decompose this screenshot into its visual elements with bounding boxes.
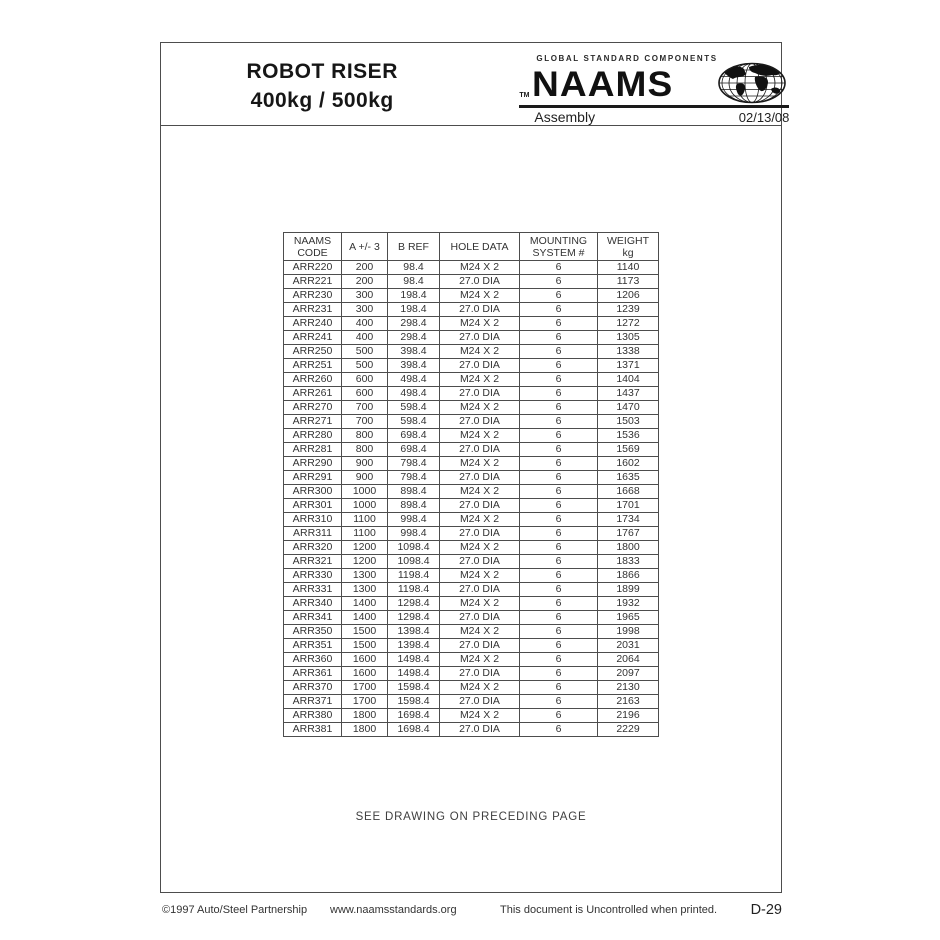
- table-cell: 1899: [598, 583, 659, 597]
- table-cell: 6: [520, 289, 598, 303]
- table-cell: 27.0 DIA: [440, 695, 520, 709]
- table-cell: 1437: [598, 387, 659, 401]
- table-cell: M24 X 2: [440, 457, 520, 471]
- table-cell: 600: [342, 387, 388, 401]
- naams-logo-block: [483, 43, 790, 125]
- table-cell: 6: [520, 303, 598, 317]
- table-cell: 698.4: [388, 443, 440, 457]
- table-cell: 1100: [342, 527, 388, 541]
- table-cell: 1600: [342, 667, 388, 681]
- table-row: [284, 429, 659, 443]
- table-cell: 6: [520, 555, 598, 569]
- column-header: MOUNTING SYSTEM #: [520, 233, 598, 261]
- table-cell: ARR340: [284, 597, 342, 611]
- table-cell: 800: [342, 429, 388, 443]
- table-cell: 1140: [598, 261, 659, 275]
- table-cell: 1998: [598, 625, 659, 639]
- table-cell: 1000: [342, 485, 388, 499]
- table-row: [284, 639, 659, 653]
- table-cell: 6: [520, 331, 598, 345]
- table-cell: ARR370: [284, 681, 342, 695]
- table-cell: 2163: [598, 695, 659, 709]
- table-cell: 1300: [342, 583, 388, 597]
- column-header: A +/- 3: [342, 233, 388, 261]
- table-cell: 1698.4: [388, 709, 440, 723]
- table-cell: M24 X 2: [440, 429, 520, 443]
- table-cell: 298.4: [388, 331, 440, 345]
- table-cell: 1866: [598, 569, 659, 583]
- table-cell: 1206: [598, 289, 659, 303]
- table-cell: M24 X 2: [440, 625, 520, 639]
- table-cell: 6: [520, 457, 598, 471]
- table-cell: 27.0 DIA: [440, 443, 520, 457]
- table-cell: ARR321: [284, 555, 342, 569]
- table-row: [284, 653, 659, 667]
- table-cell: ARR311: [284, 527, 342, 541]
- table-cell: 1404: [598, 373, 659, 387]
- spec-table-container: [283, 232, 659, 737]
- table-row: [284, 569, 659, 583]
- table-cell: 27.0 DIA: [440, 611, 520, 625]
- table-cell: 6: [520, 625, 598, 639]
- table-cell: ARR300: [284, 485, 342, 499]
- table-cell: 1400: [342, 611, 388, 625]
- table-cell: M24 X 2: [440, 513, 520, 527]
- table-cell: 27.0 DIA: [440, 667, 520, 681]
- table-cell: 6: [520, 499, 598, 513]
- table-row: [284, 261, 659, 275]
- table-cell: 1701: [598, 499, 659, 513]
- table-cell: 1000: [342, 499, 388, 513]
- table-cell: 598.4: [388, 415, 440, 429]
- table-cell: 6: [520, 681, 598, 695]
- table-row: [284, 625, 659, 639]
- table-cell: 6: [520, 597, 598, 611]
- table-row: [284, 527, 659, 541]
- title-line-1: ROBOT RISER: [246, 60, 398, 83]
- table-cell: 27.0 DIA: [440, 639, 520, 653]
- table-cell: 1239: [598, 303, 659, 317]
- table-cell: 1200: [342, 541, 388, 555]
- table-row: [284, 457, 659, 471]
- table-cell: ARR330: [284, 569, 342, 583]
- table-cell: 27.0 DIA: [440, 303, 520, 317]
- table-cell: ARR231: [284, 303, 342, 317]
- table-cell: 198.4: [388, 303, 440, 317]
- table-cell: 1300: [342, 569, 388, 583]
- logo-meta-row: [534, 109, 789, 125]
- table-cell: 1200: [342, 555, 388, 569]
- table-cell: 1305: [598, 331, 659, 345]
- column-header: WEIGHT kg: [598, 233, 659, 261]
- table-cell: 1668: [598, 485, 659, 499]
- table-cell: 1800: [342, 723, 388, 737]
- table-cell: ARR371: [284, 695, 342, 709]
- table-cell: 400: [342, 331, 388, 345]
- table-row: [284, 331, 659, 345]
- table-cell: M24 X 2: [440, 485, 520, 499]
- table-cell: 1198.4: [388, 569, 440, 583]
- table-cell: 2229: [598, 723, 659, 737]
- table-cell: ARR260: [284, 373, 342, 387]
- table-cell: 98.4: [388, 261, 440, 275]
- table-cell: 1298.4: [388, 611, 440, 625]
- table-cell: 6: [520, 359, 598, 373]
- table-cell: 1800: [598, 541, 659, 555]
- table-cell: 6: [520, 639, 598, 653]
- table-cell: 1698.4: [388, 723, 440, 737]
- table-cell: 1398.4: [388, 625, 440, 639]
- table-cell: ARR240: [284, 317, 342, 331]
- table-cell: 98.4: [388, 275, 440, 289]
- table-cell: 900: [342, 457, 388, 471]
- table-cell: 1833: [598, 555, 659, 569]
- table-cell: 300: [342, 289, 388, 303]
- table-cell: 2130: [598, 681, 659, 695]
- table-cell: M24 X 2: [440, 569, 520, 583]
- column-header: NAAMS CODE: [284, 233, 342, 261]
- table-cell: 1470: [598, 401, 659, 415]
- table-cell: ARR301: [284, 499, 342, 513]
- table-cell: M24 X 2: [440, 681, 520, 695]
- table-cell: ARR271: [284, 415, 342, 429]
- table-cell: ARR290: [284, 457, 342, 471]
- table-row: [284, 597, 659, 611]
- table-cell: 6: [520, 569, 598, 583]
- table-cell: 600: [342, 373, 388, 387]
- table-cell: ARR341: [284, 611, 342, 625]
- table-cell: 1098.4: [388, 541, 440, 555]
- document-title: [161, 43, 483, 125]
- spec-table: [283, 232, 659, 737]
- table-cell: 1600: [342, 653, 388, 667]
- table-cell: 798.4: [388, 457, 440, 471]
- table-cell: 1932: [598, 597, 659, 611]
- table-row: [284, 583, 659, 597]
- table-cell: 1100: [342, 513, 388, 527]
- column-header: B REF: [388, 233, 440, 261]
- table-cell: 2196: [598, 709, 659, 723]
- table-cell: 6: [520, 429, 598, 443]
- table-row: [284, 709, 659, 723]
- table-cell: ARR280: [284, 429, 342, 443]
- table-cell: 900: [342, 471, 388, 485]
- table-cell: 6: [520, 401, 598, 415]
- page-sheet: [160, 42, 790, 893]
- table-row: [284, 485, 659, 499]
- table-cell: 6: [520, 527, 598, 541]
- table-cell: 6: [520, 275, 598, 289]
- table-cell: 898.4: [388, 485, 440, 499]
- table-cell: M24 X 2: [440, 709, 520, 723]
- table-cell: 6: [520, 443, 598, 457]
- table-cell: 6: [520, 471, 598, 485]
- table-cell: 27.0 DIA: [440, 387, 520, 401]
- table-cell: ARR331: [284, 583, 342, 597]
- table-cell: 6: [520, 485, 598, 499]
- table-cell: 200: [342, 275, 388, 289]
- table-cell: M24 X 2: [440, 653, 520, 667]
- table-cell: 798.4: [388, 471, 440, 485]
- table-header-row: [284, 233, 659, 261]
- table-row: [284, 723, 659, 737]
- table-row: [284, 513, 659, 527]
- drawing-note: SEE DRAWING ON PRECEDING PAGE: [355, 811, 587, 823]
- table-cell: 500: [342, 345, 388, 359]
- table-cell: M24 X 2: [440, 597, 520, 611]
- table-row: [284, 317, 659, 331]
- table-cell: 6: [520, 667, 598, 681]
- table-cell: 1398.4: [388, 639, 440, 653]
- table-cell: 698.4: [388, 429, 440, 443]
- table-cell: 27.0 DIA: [440, 275, 520, 289]
- table-row: [284, 471, 659, 485]
- table-cell: 1700: [342, 695, 388, 709]
- table-cell: 2064: [598, 653, 659, 667]
- table-cell: 1500: [342, 639, 388, 653]
- table-cell: ARR310: [284, 513, 342, 527]
- logo-date: 02/13/08: [738, 110, 790, 125]
- footer-disclaimer: This document is Uncontrolled when printed.: [500, 904, 718, 916]
- table-cell: 1498.4: [388, 667, 440, 681]
- logo-tagline: GLOBAL STANDARD COMPONENTS: [536, 54, 718, 63]
- table-cell: ARR380: [284, 709, 342, 723]
- table-cell: ARR261: [284, 387, 342, 401]
- table-cell: 1298.4: [388, 597, 440, 611]
- table-cell: 898.4: [388, 499, 440, 513]
- table-cell: 27.0 DIA: [440, 555, 520, 569]
- table-cell: ARR241: [284, 331, 342, 345]
- table-cell: 1400: [342, 597, 388, 611]
- brand-rule: [519, 105, 789, 108]
- table-row: [284, 289, 659, 303]
- table-cell: 700: [342, 401, 388, 415]
- table-row: [284, 681, 659, 695]
- table-cell: 1338: [598, 345, 659, 359]
- table-cell: 1272: [598, 317, 659, 331]
- table-cell: 1635: [598, 471, 659, 485]
- table-row: [284, 359, 659, 373]
- table-cell: 2097: [598, 667, 659, 681]
- table-cell: 1700: [342, 681, 388, 695]
- table-cell: 1536: [598, 429, 659, 443]
- table-cell: ARR251: [284, 359, 342, 373]
- table-cell: 27.0 DIA: [440, 415, 520, 429]
- table-cell: ARR350: [284, 625, 342, 639]
- table-cell: 2031: [598, 639, 659, 653]
- table-row: [284, 345, 659, 359]
- table-cell: 1498.4: [388, 653, 440, 667]
- footer-copyright: ©1997 Auto/Steel Partnership: [162, 904, 308, 916]
- table-cell: ARR360: [284, 653, 342, 667]
- table-cell: 598.4: [388, 401, 440, 415]
- table-row: [284, 443, 659, 457]
- table-cell: 6: [520, 317, 598, 331]
- table-cell: M24 X 2: [440, 289, 520, 303]
- table-cell: 398.4: [388, 345, 440, 359]
- table-cell: 700: [342, 415, 388, 429]
- table-cell: 27.0 DIA: [440, 471, 520, 485]
- footer-page-number: D-29: [750, 902, 782, 918]
- table-cell: 1569: [598, 443, 659, 457]
- table-cell: 500: [342, 359, 388, 373]
- table-row: [284, 611, 659, 625]
- table-cell: ARR361: [284, 667, 342, 681]
- table-cell: M24 X 2: [440, 345, 520, 359]
- table-cell: ARR270: [284, 401, 342, 415]
- table-cell: 27.0 DIA: [440, 359, 520, 373]
- table-cell: 400: [342, 317, 388, 331]
- table-cell: 998.4: [388, 513, 440, 527]
- table-cell: 6: [520, 723, 598, 737]
- trademark-mark: TM: [519, 92, 530, 99]
- table-cell: 1767: [598, 527, 659, 541]
- column-header: HOLE DATA: [440, 233, 520, 261]
- table-cell: 1503: [598, 415, 659, 429]
- table-cell: 27.0 DIA: [440, 331, 520, 345]
- table-row: [284, 695, 659, 709]
- table-cell: 6: [520, 653, 598, 667]
- table-cell: 6: [520, 415, 598, 429]
- table-cell: M24 X 2: [440, 541, 520, 555]
- table-cell: M24 X 2: [440, 261, 520, 275]
- document-header: [161, 43, 790, 126]
- table-cell: 6: [520, 709, 598, 723]
- table-row: [284, 541, 659, 555]
- table-cell: 198.4: [388, 289, 440, 303]
- table-row: [284, 303, 659, 317]
- table-cell: 1602: [598, 457, 659, 471]
- table-row: [284, 387, 659, 401]
- table-cell: ARR281: [284, 443, 342, 457]
- page-footer: [160, 902, 782, 920]
- table-cell: ARR351: [284, 639, 342, 653]
- globe-icon: [716, 61, 788, 105]
- table-cell: 1734: [598, 513, 659, 527]
- table-cell: 6: [520, 541, 598, 555]
- table-cell: ARR381: [284, 723, 342, 737]
- table-cell: 6: [520, 387, 598, 401]
- spec-table-body: [284, 261, 659, 737]
- footer-website: www.naamsstandards.org: [330, 904, 457, 916]
- table-cell: 1598.4: [388, 681, 440, 695]
- table-cell: M24 X 2: [440, 401, 520, 415]
- table-cell: 1598.4: [388, 695, 440, 709]
- table-cell: ARR230: [284, 289, 342, 303]
- table-cell: 27.0 DIA: [440, 583, 520, 597]
- table-cell: 27.0 DIA: [440, 499, 520, 513]
- table-cell: ARR291: [284, 471, 342, 485]
- table-row: [284, 401, 659, 415]
- table-cell: 200: [342, 261, 388, 275]
- table-cell: 6: [520, 345, 598, 359]
- table-cell: 300: [342, 303, 388, 317]
- table-row: [284, 667, 659, 681]
- table-cell: 6: [520, 513, 598, 527]
- table-cell: ARR320: [284, 541, 342, 555]
- table-cell: 6: [520, 373, 598, 387]
- table-cell: 1098.4: [388, 555, 440, 569]
- table-cell: M24 X 2: [440, 317, 520, 331]
- table-cell: 6: [520, 611, 598, 625]
- table-cell: 27.0 DIA: [440, 527, 520, 541]
- table-cell: 6: [520, 695, 598, 709]
- logo-category: Assembly: [534, 109, 596, 125]
- table-cell: 800: [342, 443, 388, 457]
- table-cell: 1800: [342, 709, 388, 723]
- table-row: [284, 499, 659, 513]
- table-cell: 498.4: [388, 373, 440, 387]
- table-cell: ARR250: [284, 345, 342, 359]
- table-cell: 1965: [598, 611, 659, 625]
- table-cell: 1500: [342, 625, 388, 639]
- table-cell: 27.0 DIA: [440, 723, 520, 737]
- table-cell: 998.4: [388, 527, 440, 541]
- table-row: [284, 555, 659, 569]
- table-cell: M24 X 2: [440, 373, 520, 387]
- title-line-2: 400kg / 500kg: [250, 89, 394, 112]
- table-cell: 298.4: [388, 317, 440, 331]
- table-cell: 1371: [598, 359, 659, 373]
- table-cell: ARR221: [284, 275, 342, 289]
- table-cell: 6: [520, 583, 598, 597]
- table-row: [284, 275, 659, 289]
- brand-name: NAAMS: [531, 65, 673, 104]
- table-cell: 1173: [598, 275, 659, 289]
- table-row: [284, 415, 659, 429]
- table-cell: 398.4: [388, 359, 440, 373]
- table-cell: 498.4: [388, 387, 440, 401]
- table-cell: 1198.4: [388, 583, 440, 597]
- table-row: [284, 373, 659, 387]
- table-cell: 6: [520, 261, 598, 275]
- table-cell: ARR220: [284, 261, 342, 275]
